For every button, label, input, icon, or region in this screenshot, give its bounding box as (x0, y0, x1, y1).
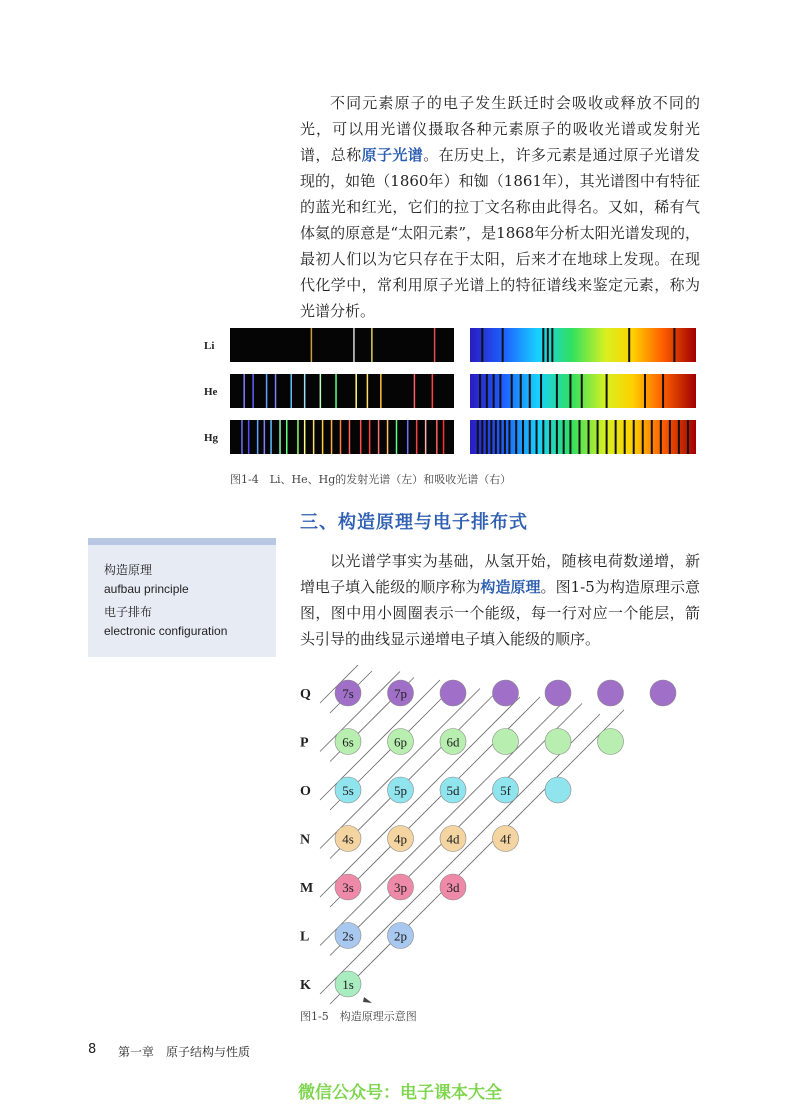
absorption-line (502, 328, 504, 362)
absorption-line (551, 328, 553, 362)
emission-line (248, 420, 250, 454)
section-title: 三、构造原理与电子排布式 (300, 512, 528, 533)
absorption-line (644, 374, 646, 408)
sublevel-circle (545, 680, 571, 706)
absorption-line (606, 420, 608, 454)
emission-line (331, 420, 333, 454)
emission-spectrum-li (230, 328, 454, 362)
sublevel-label: 3d (446, 880, 460, 895)
emission-line (349, 420, 351, 454)
absorption-line (486, 420, 488, 454)
sublevel-label: 4f (500, 831, 511, 847)
glossary-term-aufbau-zh: 构造原理 (104, 563, 153, 577)
absorption-line (581, 374, 583, 408)
absorption-line (662, 374, 664, 408)
sublevel-circle (493, 729, 519, 755)
absorption-line (499, 420, 501, 454)
absorption-line (588, 420, 590, 454)
sublevel-label: 6p (394, 734, 407, 750)
absorption-line (633, 420, 635, 454)
absorption-line (520, 374, 522, 408)
shell-label-m: M (300, 881, 314, 896)
glossary-term-aufbau-en: aufbau principle (104, 582, 189, 596)
absorption-line (479, 374, 481, 408)
emission-line (353, 328, 355, 362)
emission-line (241, 420, 243, 454)
absorption-spectrum-hg (470, 420, 696, 454)
sublevel-label: 5f (500, 783, 511, 798)
absorption-line (540, 374, 542, 408)
absorption-line (511, 374, 513, 408)
term-atomic-spectrum: 原子光谱 (361, 146, 424, 164)
absorption-line (547, 328, 549, 362)
absorption-line (556, 374, 558, 408)
intro-text-post: 。在历史上，许多元素是通过原子光谱发现的，如铯（1860年）和铷（1861年），其光谱图中有特征的蓝光和红光，它们的拉丁文名称由此得名。又如，稀有气体氦的原意是“太阳元素”，是1868年分析太阳光谱发现的，最初人们以为它只存在于太阳，后来才在地球上发现。在现代化学中，常利用原子光谱上的特征谱线来鉴定元素，称为光谱分析。 (300, 146, 700, 320)
sublevel-circle (493, 680, 519, 706)
emission-line (320, 374, 322, 408)
emission-line (270, 420, 272, 454)
absorption-line (508, 420, 510, 454)
absorption-line (642, 420, 644, 454)
absorption-line (615, 420, 617, 454)
absorption-line (477, 420, 479, 454)
absorption-line (556, 420, 558, 454)
sublevel-circle (598, 680, 624, 706)
sublevel-label: 6s (342, 734, 354, 750)
shell-label-q: Q (300, 687, 311, 702)
emission-line (304, 374, 306, 408)
absorption-line (651, 420, 653, 454)
shell-label-o: O (300, 784, 311, 799)
sublevel-label: 2s (342, 928, 354, 944)
watermark-text: 微信公众号：电子课本大全 (298, 1083, 502, 1103)
emission-spectrum-he (230, 374, 454, 408)
emission-line (371, 328, 373, 362)
absorption-line (569, 374, 571, 408)
sublevel-label: 4d (446, 831, 460, 847)
sublevel-label: 7s (342, 686, 354, 701)
emission-line (367, 374, 369, 408)
absorption-line (542, 420, 544, 454)
emission-line (414, 374, 416, 408)
emission-line (264, 420, 266, 454)
sublevel-circle (598, 729, 624, 755)
emission-line (311, 328, 313, 362)
aufbau-diagram (290, 665, 710, 1005)
sublevel-label: 3s (342, 880, 354, 895)
emission-line (432, 374, 434, 408)
sublevel-circle (545, 777, 571, 803)
absorption-line (687, 420, 689, 454)
absorption-spectrum-li (470, 328, 696, 362)
absorption-line (481, 420, 483, 454)
emission-line (407, 420, 409, 454)
emission-line (396, 420, 398, 454)
sublevel-label: 5d (446, 783, 460, 798)
emission-line (266, 374, 268, 408)
emission-line (275, 374, 277, 408)
aufbau-caption: 图1-5 构造原理示意图 (300, 1010, 417, 1023)
sublevel-label: 1s (342, 977, 354, 992)
emission-spectrum-hg (230, 420, 454, 454)
emission-line (252, 374, 254, 408)
sublevel-circle (440, 680, 466, 706)
sublevel-label: 5s (342, 783, 354, 798)
spectra-caption: 图1-4 Li、He、Hg的发射光谱（左）和吸收光谱（右） (230, 473, 512, 486)
absorption-line (522, 420, 524, 454)
emission-line (313, 420, 315, 454)
emission-line (286, 420, 288, 454)
emission-line (378, 420, 380, 454)
emission-line (355, 374, 357, 408)
sublevel-circle (650, 680, 676, 706)
intro-text-pre: 不同元素原子的电子发生跃迁时会吸收或释放不同的光，可以用光谱仪摄取各种元素原子的吸收光谱或发射光谱，总称 (300, 94, 700, 164)
glossary-term-config-en: electronic configuration (104, 624, 228, 638)
absorption-line (542, 328, 544, 362)
emission-line (425, 420, 427, 454)
absorption-line (673, 328, 675, 362)
absorption-line (678, 420, 680, 454)
chapter-footer: 第一章 原子结构与性质 (118, 1045, 251, 1059)
absorption-line (597, 420, 599, 454)
absorption-line (495, 420, 497, 454)
emission-line (304, 420, 306, 454)
absorption-line (578, 420, 580, 454)
sublevel-label: 4s (342, 831, 354, 847)
absorption-line (536, 420, 538, 454)
emission-line (436, 420, 438, 454)
absorption-line (529, 420, 531, 454)
sublevel-label: 2p (394, 928, 407, 944)
sublevel-circle (545, 729, 571, 755)
shell-label-n: N (300, 832, 311, 848)
emission-line (340, 420, 342, 454)
absorption-line (669, 420, 671, 454)
page-number: 8 (88, 1042, 97, 1057)
absorption-line (569, 420, 571, 454)
absorption-line (549, 420, 551, 454)
absorption-line (499, 374, 501, 408)
sublevel-label: 7p (394, 686, 407, 701)
spectrum-label-hg: Hg (204, 432, 219, 444)
spectrum-label-he: He (204, 386, 218, 398)
shell-label-k: K (300, 978, 311, 993)
sublevel-label: 5p (394, 783, 407, 798)
absorption-spectrum-he (470, 374, 696, 408)
emission-line (434, 328, 436, 362)
absorption-line (660, 420, 662, 454)
absorption-line (481, 328, 483, 362)
intro-paragraph (300, 90, 700, 324)
absorption-line (486, 374, 488, 408)
emission-line (416, 420, 418, 454)
absorption-line (490, 420, 492, 454)
emission-line (322, 420, 324, 454)
glossary-term-config-zh: 电子排布 (104, 605, 153, 619)
emission-line (290, 374, 292, 408)
absorption-line (504, 420, 506, 454)
absorption-line (493, 374, 495, 408)
absorption-line (515, 420, 517, 454)
absorption-line (624, 420, 626, 454)
aufbau-text-post: 。图1-5为构造原理示意图，图中用小圆圈表示一个能级，每一行对应一个能层，箭头引导的曲线显示递增电子填入能级的顺序。 (300, 578, 700, 648)
emission-line (243, 374, 245, 408)
emission-line (335, 374, 337, 408)
emission-line (297, 420, 299, 454)
aufbau-text-pre: 以光谱学事实为基础，从氢开始，随核电荷数递增，新增电子填入能级的顺序称为 (300, 552, 700, 596)
emission-line (257, 420, 259, 454)
sublevel-label: 6d (446, 734, 460, 750)
arrow-head-icon (363, 997, 372, 1003)
emission-line (387, 420, 389, 454)
term-aufbau-principle: 构造原理 (480, 578, 541, 596)
sublevel-label: 4p (394, 831, 407, 847)
emission-line (369, 420, 371, 454)
emission-line (443, 420, 445, 454)
absorption-line (529, 374, 531, 408)
shell-label-p: P (300, 735, 309, 751)
absorption-line (606, 374, 608, 408)
absorption-line (563, 420, 565, 454)
emission-line (380, 374, 382, 408)
glossary-sidebar (88, 538, 276, 657)
aufbau-paragraph (300, 548, 700, 652)
sublevel-label: 3p (394, 880, 407, 895)
emission-line (279, 420, 281, 454)
shell-label-l: L (300, 929, 310, 945)
emission-line (360, 420, 362, 454)
absorption-line (628, 328, 630, 362)
spectrum-label-li: Li (204, 340, 215, 352)
